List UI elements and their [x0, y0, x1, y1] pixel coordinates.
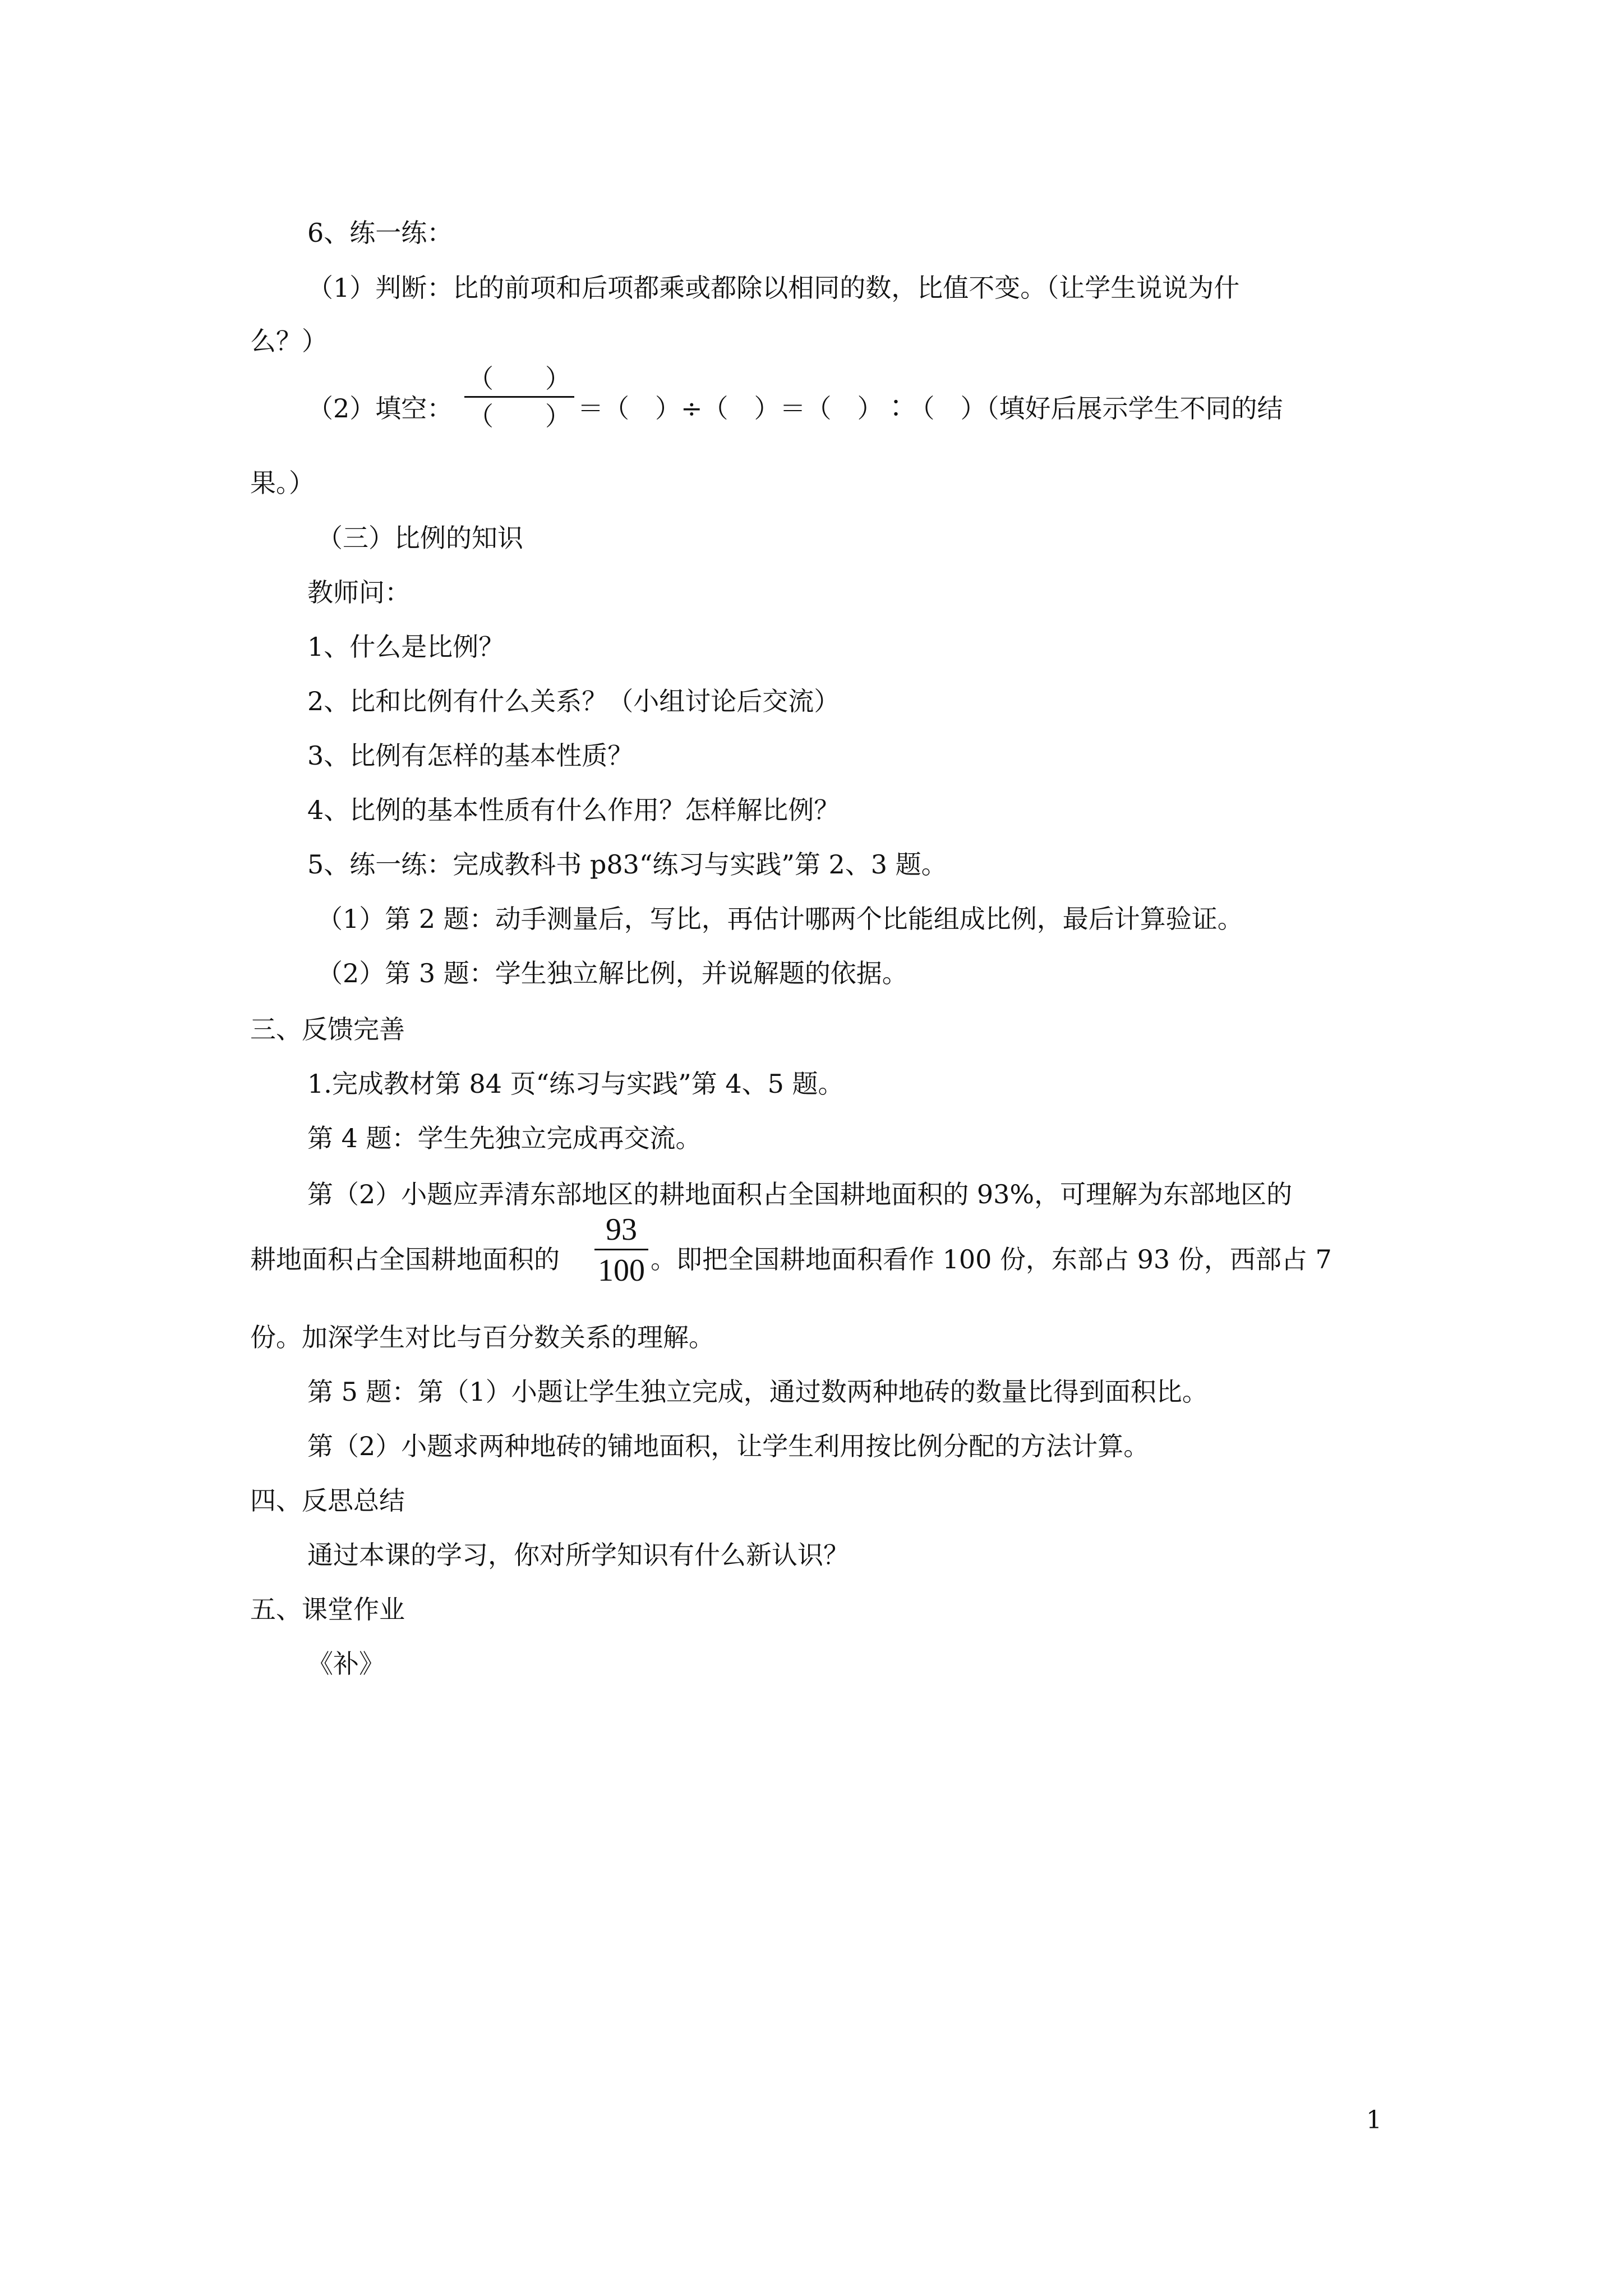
- paragraph-line: 份。加深学生对比与百分数关系的理解。: [250, 1322, 714, 1352]
- section-heading-practice: 6、练一练：: [307, 218, 453, 248]
- fill-blank-equation: ＝（ ）÷（ ）＝（ ）∶（ ）（填好后展示学生不同的结: [578, 393, 1283, 424]
- list-item: 3、比例有怎样的基本性质？: [307, 740, 634, 771]
- paragraph-line: 教师问：: [307, 577, 411, 608]
- paragraph-line: 第（2）小题求两种地砖的铺地面积，让学生利用按比例分配的方法计算。: [307, 1431, 1150, 1461]
- list-item: 4、比例的基本性质有什么作用？怎样解比例？: [307, 795, 840, 825]
- paragraph-line: （1）判断：比的前项和后项都乘或都除以相同的数，比值不变。（让学生说说为什: [307, 273, 1240, 303]
- paragraph-line: 第 5 题：第（1）小题让学生独立完成，通过数两种地砖的数量比得到面积比。: [307, 1377, 1208, 1407]
- section-heading-reflection: 四、反思总结: [250, 1485, 405, 1516]
- list-item: 1、什么是比例？: [307, 632, 505, 662]
- blank-fraction: [464, 366, 574, 429]
- list-item: 5、练一练：完成教科书 p83“练习与实践”第 2、3 题。: [307, 849, 947, 880]
- paragraph-line: 第（2）小题应弄清东部地区的耕地面积占全国耕地面积的 93%，可理解为东部地区的: [307, 1179, 1293, 1209]
- fraction-93-100: [594, 1214, 648, 1286]
- paragraph-line: 《补》: [307, 1649, 385, 1679]
- list-item: 2、比和比例有什么关系？（小组讨论后交流）: [307, 686, 840, 716]
- paragraph-line: 果。）: [250, 468, 315, 498]
- paragraph-line: 耕地面积占全国耕地面积的: [250, 1244, 560, 1274]
- paragraph-line: 第 4 题：学生先独立完成再交流。: [307, 1123, 702, 1153]
- section-heading-homework: 五、课堂作业: [250, 1594, 405, 1625]
- section-heading-feedback: 三、反馈完善: [250, 1014, 405, 1045]
- fraction-denominator: （ ）: [468, 401, 571, 431]
- paragraph-line: 1.完成教材第 84 页“练习与实践”第 4、5 题。: [307, 1069, 844, 1099]
- paragraph-line: 。即把全国耕地面积看作 100 份，东部占 93 份，西部占 7: [651, 1244, 1332, 1274]
- paragraph-line: 么？）: [250, 326, 328, 356]
- fraction-bar: [464, 396, 574, 398]
- list-item: （1）第 2 题：动手测量后，写比，再估计哪两个比能组成比例，最后计算验证。: [317, 904, 1243, 934]
- list-item: （2）第 3 题：学生独立解比例，并说解题的依据。: [317, 958, 908, 988]
- subsection-heading: （三）比例的知识: [317, 523, 523, 553]
- fraction-denominator: 100: [598, 1253, 645, 1288]
- paragraph-line: 通过本课的学习，你对所学知识有什么新认识？: [307, 1540, 849, 1570]
- page-number: 1: [1366, 2106, 1382, 2134]
- fraction-bar: [594, 1249, 648, 1250]
- fraction-numerator: 93: [606, 1212, 637, 1247]
- fill-blank-label: （2）填空：: [307, 393, 453, 424]
- fraction-numerator: （ ）: [468, 364, 571, 394]
